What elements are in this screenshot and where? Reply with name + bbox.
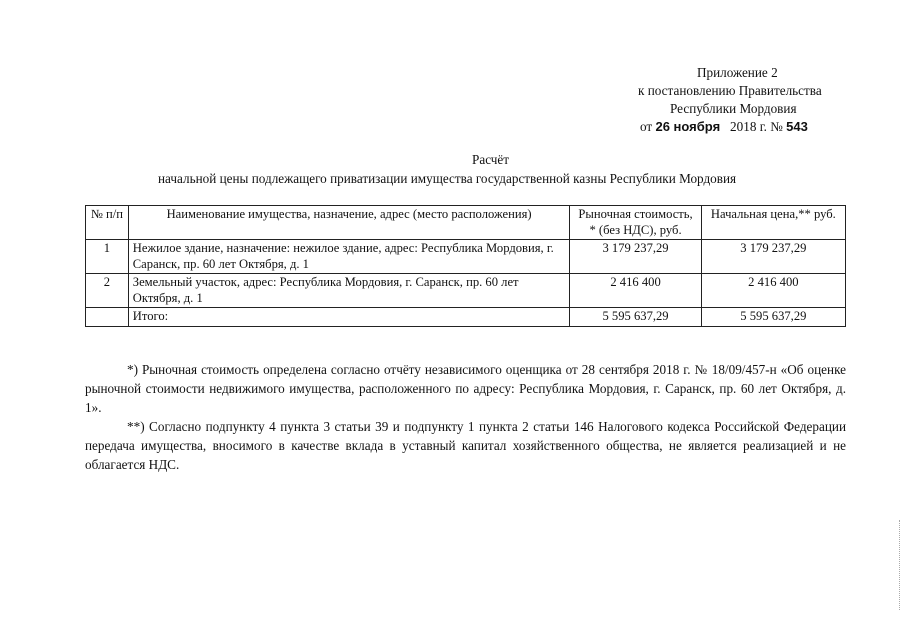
date-day: 26 ноября bbox=[655, 119, 721, 134]
appendix-resolution-line: к постановлению Правительства bbox=[638, 83, 822, 98]
table-row bbox=[86, 240, 846, 274]
table-header-row bbox=[86, 206, 846, 240]
appendix-government-line: Республики Мордовия bbox=[670, 101, 797, 116]
row-num: 1 bbox=[86, 240, 129, 274]
total-market-value: 5 595 637,29 bbox=[570, 308, 701, 327]
header-start-price: Начальная цена,** руб. bbox=[701, 206, 845, 240]
row-start-price: 2 416 400 bbox=[701, 274, 845, 308]
row-name: Земельный участок, адрес: Республика Мордовия, г. Саранск, пр. 60 лет Октября, д. 1 bbox=[128, 274, 570, 308]
appendix-title: Приложение 2 bbox=[697, 65, 778, 80]
header-num: № п/п bbox=[86, 206, 129, 240]
footnote-market-value: *) Рыночная стоимость определена согласно отчёту независимого оценщика от 28 сентября 2018 г. № 18/09/457-н «Об оценке рыночной стоимости недвижимого имущества, расположенного по адресу: Республика Мордовия, г. Саранск, пр. 60 лет Октября, д. 1». bbox=[85, 362, 846, 415]
header-market-value: Рыночная стоимость, * (без НДС), руб. bbox=[570, 206, 701, 240]
calculation-table bbox=[85, 205, 846, 327]
row-num: 2 bbox=[86, 274, 129, 308]
total-start-price: 5 595 637,29 bbox=[701, 308, 845, 327]
appendix-block bbox=[630, 64, 860, 136]
resolution-number: 543 bbox=[786, 119, 808, 134]
table-total-row bbox=[86, 308, 846, 327]
document-title: Расчёт bbox=[472, 152, 510, 167]
row-start-price: 3 179 237,29 bbox=[701, 240, 845, 274]
footnotes bbox=[85, 360, 846, 474]
appendix-date-line bbox=[630, 118, 860, 136]
table-row bbox=[86, 274, 846, 308]
total-num-empty bbox=[86, 308, 129, 327]
header-name: Наименование имущества, назначение, адрес (место расположения) bbox=[128, 206, 570, 240]
date-year: 2018 г. № bbox=[730, 119, 783, 134]
row-market-value: 2 416 400 bbox=[570, 274, 701, 308]
total-label: Итого: bbox=[128, 308, 570, 327]
document-subtitle: начальной цены подлежащего приватизации имущества государственной казны Республики Мордовия bbox=[158, 171, 737, 186]
row-name: Нежилое здание, назначение: нежилое здание, адрес: Республика Мордовия, г. Саранск, пр. 60 лет Октября, д. 1 bbox=[128, 240, 570, 274]
scan-edge-marks bbox=[895, 520, 900, 610]
footnote-vat: **) Согласно подпункту 4 пункта 3 статьи 39 и подпункту 1 пункта 2 статьи 146 Налогового кодекса Российской Федерации передача имущества, вносимого в качестве вклада в уставный капитал хозяйственного общества, не является реализацией и не облагается НДС. bbox=[85, 419, 846, 472]
row-market-value: 3 179 237,29 bbox=[570, 240, 701, 274]
date-prefix: от bbox=[640, 119, 653, 134]
